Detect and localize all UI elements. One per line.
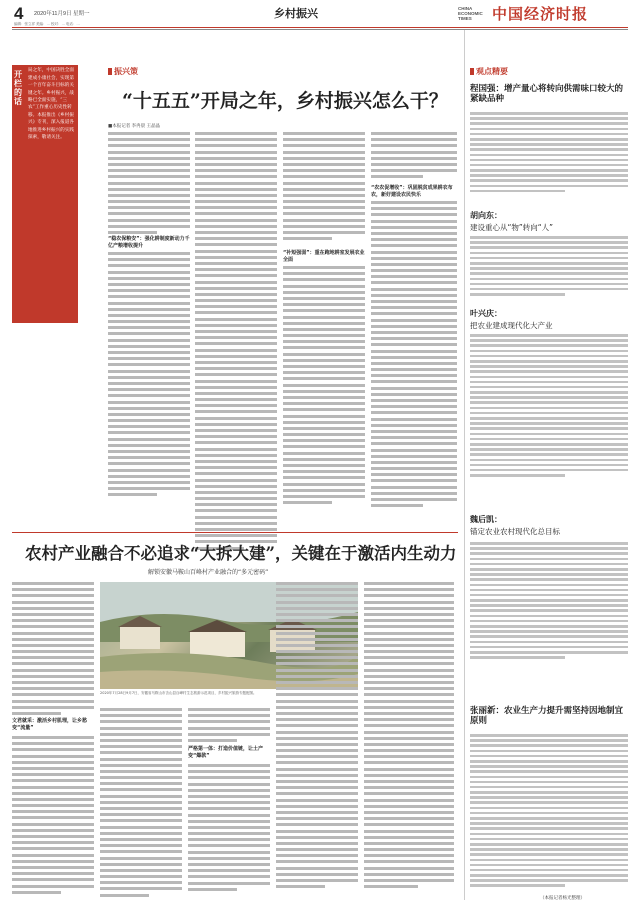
opinion-1-body [470, 112, 628, 195]
opinion-1-title: 增产量心将转向供需味口较大的紧缺品种 [470, 84, 624, 104]
opinion-4-author: 魏后凯： [470, 515, 502, 524]
brand-english: CHINA ECONOMIC TIMES [458, 6, 483, 21]
feature-subhead-2: 严格第一体：打造价值链，让土产变“爆款” [188, 746, 264, 759]
lead-body-col1 [108, 132, 190, 237]
editor-line: 编辑：张立祥 美编：… 校对：… 电话：… [14, 22, 80, 26]
feature-body-col2 [100, 708, 182, 900]
page-number: 4 [14, 4, 24, 23]
feature-subheadline: 解锁安徽马鞍山百峰村产业融合的“多元密码” [148, 569, 269, 576]
lead-byline: ■本报记者 李冉晨 王晶晶 [108, 124, 161, 129]
opinion-5-title: 农业生产力提升需坚持因地制宜原则 [470, 706, 624, 726]
opinion-3-body [470, 334, 628, 479]
feature-body-col4 [276, 582, 358, 891]
lead-subhead-3: “农农促增收”：巩固脱贫成果耕农布农，新好建设农民快乐 [371, 185, 453, 198]
lead-body-col3b [283, 266, 365, 507]
feature-body-col1 [12, 582, 94, 718]
column-divider [464, 30, 465, 900]
opinion-2-author: 胡向东： [470, 211, 502, 220]
lead-body-col1b [108, 252, 190, 500]
lead-subhead-1: “稳农保粮安”：强化耕制度新动力千亿产粮增收提升 [108, 236, 190, 249]
opinion-5-body [470, 734, 628, 890]
lead-body-col3 [283, 132, 365, 243]
opinion-5-heading [470, 706, 628, 726]
feature-body-col3b [188, 764, 270, 894]
lead-body-col4 [371, 132, 457, 182]
opinion-1-author: 程国强： [470, 84, 505, 94]
opinion-5-author: 张丽新： [470, 706, 505, 716]
opinion-3-title: 把农业建成现代化大产业 [470, 321, 553, 330]
feature-body-col1b [12, 736, 94, 897]
lead-body-col4b [371, 201, 457, 510]
section-label-zhenxingce: 振兴策 [108, 66, 138, 77]
opinion-1-heading [470, 84, 628, 104]
feature-body-col5 [364, 582, 454, 891]
header-rule [12, 27, 628, 28]
section-title: 乡村振兴 [274, 7, 318, 20]
lead-headline: “十五五”开局之年，乡村振兴怎么干？ [122, 90, 448, 112]
feature-headline: 农村产业融合不必追求“大拆大建”，关键在于激活内生动力 [25, 544, 457, 563]
opinion-2-title: 建设重心从“物”转向“人” [470, 223, 554, 232]
header-rule-thin [12, 29, 628, 30]
section-label-viewpoints: 观点精要 [470, 66, 508, 77]
lead-subhead-2: “补短强弱”：重在跑地耕室发展农业全面 [283, 250, 365, 263]
opinion-4-body [470, 542, 628, 661]
feature-body-col3 [188, 708, 270, 745]
issue-date: 2020年11月9日 星期一 [34, 11, 90, 17]
brand-logo: 中国经济时报 [492, 5, 589, 23]
opinion-3-author: 叶兴庆： [470, 309, 502, 318]
compiler-note: （本报记者杨光整理） [540, 896, 585, 901]
lead-body-col2 [195, 132, 277, 553]
column-intro-tag: 开栏的话 [14, 70, 22, 106]
photo-caption: 2020年7月28日9月7日，安徽省马鞍山市含山县百峰村生态旅游示范项目，乡村振兴旅游专题配图。 [100, 691, 257, 695]
feature-subhead-1: 文君就采：激活乡村肌理，让乡愁变“流量” [12, 718, 88, 731]
article-divider [12, 532, 458, 533]
opinion-4-title: 锚定农业农村现代化总目标 [470, 527, 560, 536]
column-intro-text: 2020年是“十三五”开局之年，中国决胜全面建成小康社会，实现第一个百年奋斗目标的关键之年。乡村振兴，战略已全面实施，“三农”工作重心历史性转移。本报推出《乡村振兴》专刊，深入报道各地推进乡村振兴的实践探索，敬请关注。 [28, 61, 74, 141]
opinion-2-body [470, 236, 628, 298]
